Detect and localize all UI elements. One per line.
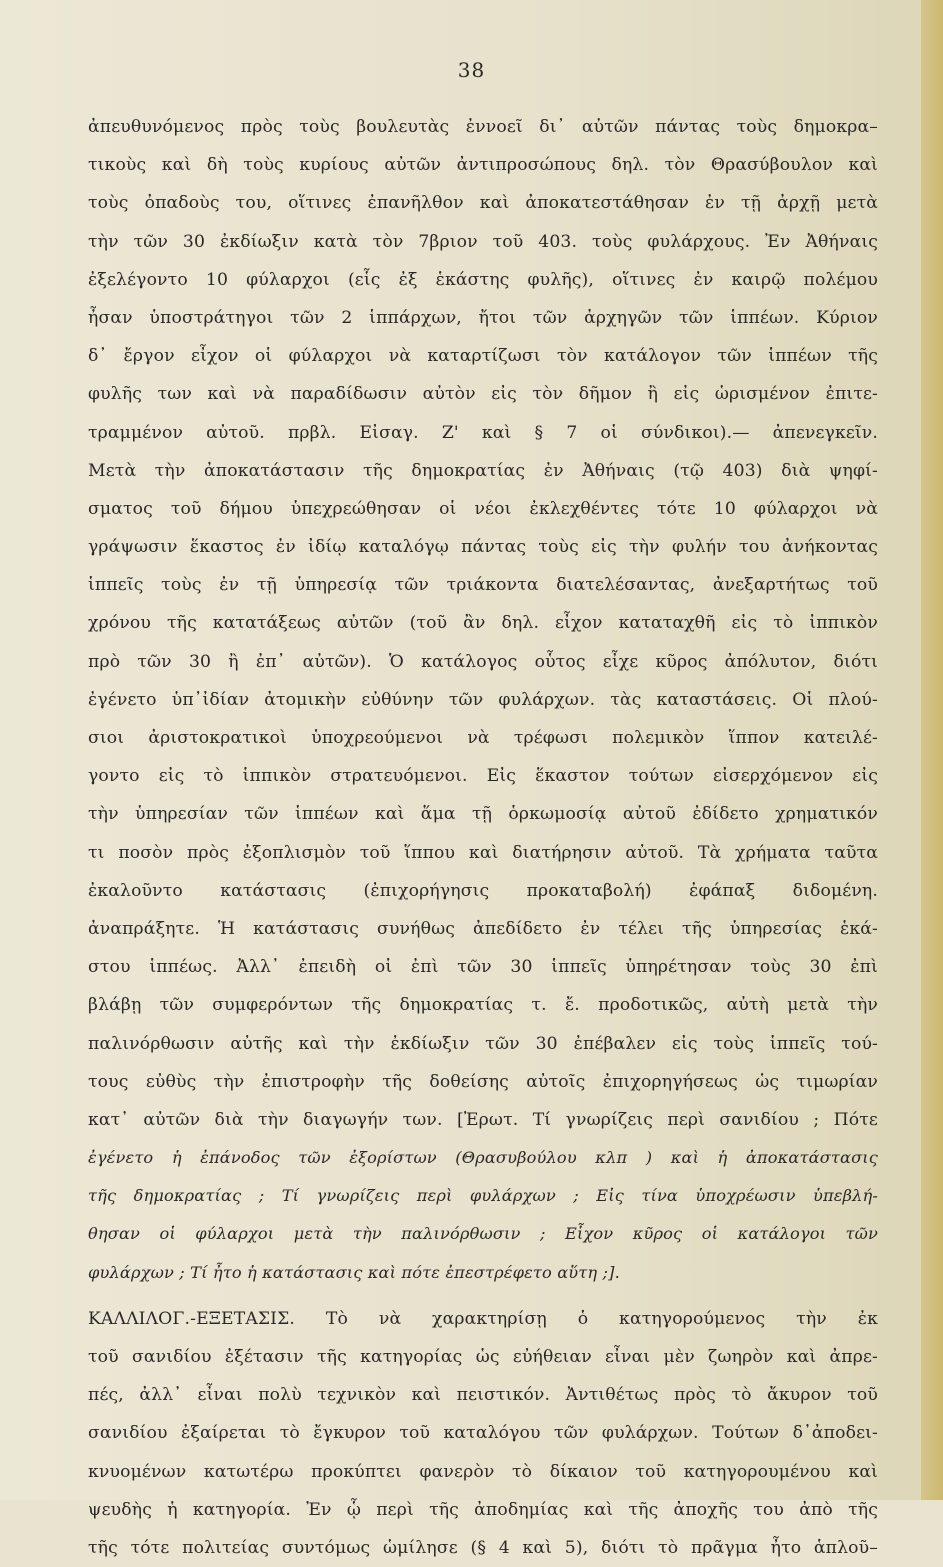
text-line: τι ποσὸν πρὸς ἐξοπλισμὸν τοῦ ἵππου καὶ διατήρησιν αὐτοῦ. Τὰ χρήματα ταῦτα <box>88 842 878 863</box>
text-line: σματος τοῦ δήμου ὑπεχρεώθησαν οἱ νέοι ἐκλεχθέντες τότε 10 φύλαρχοι νὰ <box>88 498 878 519</box>
text-line: σανιδίου ἐξαίρεται τὸ ἔγκυρον τοῦ καταλόγου τῶν φυλάρχων. Τούτων δ᾽ἀποδει- <box>88 1423 878 1444</box>
text-line: τὴν τῶν 30 ἐκδίωξιν κατὰ τὸν 7βριον τοῦ 403. τοὺς φυλάρχους. Ἐν Ἀθήναις <box>88 231 878 252</box>
page-edge <box>921 0 943 1500</box>
text-line: κατ᾽ αὐτῶν διὰ τὴν διαγωγήν των. [Ἐρωτ. Τί γνωρίζεις περὶ σανιδίου ; Πότε <box>88 1109 878 1130</box>
text-line: σιοι ἀριστοκρατικοὶ ὑποχρεούμενοι νὰ τρέφωσι πολεμικὸν ἵππον κατειλέ- <box>88 728 878 748</box>
text-line: γοντο εἰς τὸ ἱππικὸν στρατευόμενοι. Εἰς ἕκαστον τούτων εἰσερχόμενον εἰς <box>88 766 878 787</box>
text-line: πές, ἀλλ᾽ εἶναι πολὺ τεχνικὸν καὶ πειστικόν. Ἀντιθέτως πρὸς τὸ ἄκυρον τοῦ <box>88 1385 878 1406</box>
text-line: τραμμένον αὐτοῦ. πρβλ. Εἰσαγ. Ζ' καὶ § 7 οἱ σύνδικοι).— ἀπενεγκεῖν. <box>88 422 878 443</box>
text-line: ἐκαλοῦντο κατάστασις (ἐπιχορήγησις προκαταβολή) ἐφάπαξ διδομένη. <box>88 880 878 901</box>
text-line: πρὸ τῶν 30 ἢ ἐπ᾽ αὐτῶν). Ὁ κατάλογος οὗτος εἶχε κῦρος ἀπόλυτον, διότι <box>88 651 878 672</box>
text-line: ψευδὴς ἡ κατηγορία. Ἐν ᾧ περὶ τῆς ἀποδημίας καὶ τῆς ἀποχῆς του ἀπὸ τῆς <box>88 1499 878 1520</box>
text-line: ἀναπράξητε. Ἡ κατάστασις συνήθως ἀπεδίδετο ἐν τέλει τῆς ὑπηρεσίας ἑκά- <box>88 918 878 939</box>
text-line: γράψωσιν ἕκαστος ἐν ἰδίῳ καταλόγῳ πάντας τοὺς εἰς τὴν φυλήν του ἀνήκοντας <box>88 537 878 558</box>
text-line: βλάβῃ τῶν συμφερόντων τῆς δημοκρατίας τ. ἔ. προδοτικῶς, αὐτὴ μετὰ τὴν <box>88 995 878 1016</box>
text-line: τὴν ὑπηρεσίαν τῶν ἱππέων καὶ ἅμα τῇ ὁρκωμοσίᾳ αὐτοῦ ἐδίδετο χρηματικόν <box>88 804 878 825</box>
body-text <box>88 108 878 1567</box>
page-number: 38 <box>457 58 486 82</box>
text-line: παλινόρθωσιν αὐτῆς καὶ τὴν ἐκδίωξιν τῶν 30 ἐπέβαλεν εἰς τοὺς ἱππεῖς τού- <box>88 1033 878 1054</box>
text-line: τῆς τότε πολιτείας συντόμως ὡμίλησε (§ 4 καὶ 5), διότι τὸ πρᾶγμα ἦτο ἁπλοῦ– <box>88 1537 878 1558</box>
text-line: δ᾽ ἔργον εἶχον οἱ φύλαρχοι νὰ καταρτίζωσι τὸν κατάλογον τῶν ἱππέων τῆς <box>88 346 878 367</box>
text-line: ἐξελέγοντο 10 φύλαρχοι (εἷς ἐξ ἑκάστης φυλῆς), οἵτινες ἐν καιρῷ πολέμου <box>88 269 878 290</box>
section-heading-line: ΚΑΛΛΙΛΟΓ.-ΕΞΕΤΑΣΙΣ. Τὸ νὰ χαρακτηρίσῃ ὁ κατηγορούμενος τὴν ἐκ <box>88 1308 878 1329</box>
question-line: φυλάρχων ; Τί ἦτο ἡ κατάστασις καὶ πότε ἐπεστρέφετο αὕτη ;]. <box>88 1262 620 1282</box>
text-line: τοὺς ὀπαδοὺς του, οἵτινες ἐπανῆλθον καὶ ἀποκατεστάθησαν ἐν τῇ ἀρχῇ μετὰ <box>88 193 878 214</box>
text-line: Μετὰ τὴν ἀποκατάστασιν τῆς δημοκρατίας ἐν Ἀθήναις (τῷ 403) διὰ ψηφί- <box>88 460 878 481</box>
text-line: τοῦ σανιδίου ἐξέτασιν τῆς κατηγορίας ὡς εὐήθειαν εἶναι μὲν ζωηρὸν καὶ ἀπρε- <box>88 1347 878 1367</box>
question-line: θησαν οἱ φύλαρχοι μετὰ τὴν παλινόρθωσιν ; Εἶχον κῦρος οἱ κατάλογοι τῶν <box>88 1224 878 1244</box>
text-line: στου ἱππέως. Ἀλλ᾽ ἐπειδὴ οἱ ἐπὶ τῶν 30 ἱππεῖς ὑπηρέτησαν τοὺς 30 ἐπὶ <box>88 957 878 978</box>
text-line: ἀπευθυνόμενος πρὸς τοὺς βουλευτὰς ἐννοεῖ δι᾽ αὐτῶν πάντας τοὺς δημοκρα– <box>88 117 878 137</box>
text-line: ἐγένετο ὑπ᾽ἰδίαν ἀτομικὴν εὐθύνην τῶν φυλάρχων. τὰς καταστάσεις. Οἱ πλού- <box>88 689 878 710</box>
text-line: ἱππεῖς τοὺς ἐν τῇ ὑπηρεσίᾳ τῶν τριάκοντα διατελέσαντας, ἀνεξαρτήτως τοῦ <box>88 575 878 596</box>
text-line: κνυομένων κατωτέρω προκύπτει φανερὸν τὸ δίκαιον τοῦ κατηγορουμένου καὶ <box>88 1461 878 1482</box>
text-line: φυλῆς των καὶ νὰ παραδίδωσιν αὐτὸν εἰς τὸν δῆμον ἢ εἰς ὡρισμένον ἐπιτε- <box>88 384 878 405</box>
text-line: ἦσαν ὑποστράτηγοι τῶν 2 ἱππάρχων, ἤτοι τῶν ἀρχηγῶν τῶν ἱππέων. Κύριον <box>88 307 878 328</box>
text-line: τους εὐθὺς τὴν ἐπιστροφὴν τῆς δοθείσης αὐτοῖς ἐπιχορηγήσεως ὡς τιμωρίαν <box>88 1071 878 1092</box>
question-line: ἐγένετο ἡ ἐπάνοδος τῶν ἐξορίστων (Θρασυβούλου κλπ ) καὶ ἡ ἀποκατάστασις <box>88 1148 878 1168</box>
text-line: χρόνου τῆς κατατάξεως αὐτῶν (τοῦ ἂν δηλ. εἶχον καταταχθῆ εἰς τὸ ἱππικὸν <box>88 613 878 634</box>
text-line: τικοὺς καὶ δὴ τοὺς κυρίους αὐτῶν ἀντιπροσώπους δηλ. τὸν Θρασύβουλον καὶ <box>88 155 878 176</box>
question-line: τῆς δημοκρατίας ; Τί γνωρίζεις περὶ φυλάρχων ; Εἰς τίνα ὑποχρέωσιν ὑπεβλή- <box>88 1186 878 1206</box>
